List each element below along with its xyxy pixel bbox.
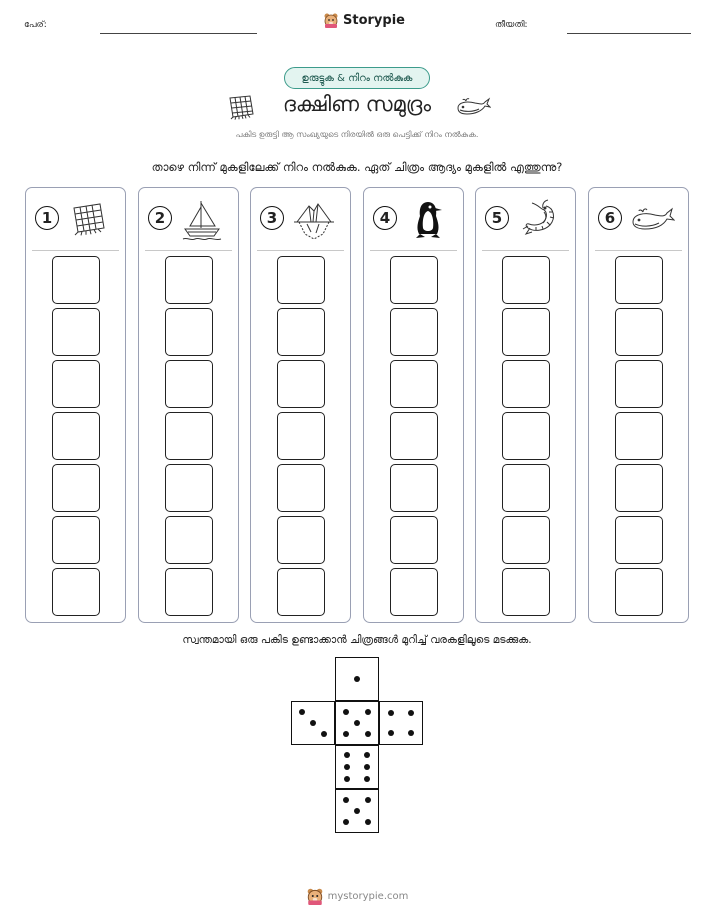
color-box[interactable] xyxy=(52,464,100,512)
color-box[interactable] xyxy=(615,568,663,616)
dice-pip xyxy=(321,731,327,737)
dice-pip xyxy=(344,764,350,770)
color-box[interactable] xyxy=(502,308,550,356)
dice-pip xyxy=(388,730,394,736)
color-box[interactable] xyxy=(502,360,550,408)
dice-face-4 xyxy=(379,701,423,745)
dice-pip xyxy=(365,819,371,825)
iceberg-icon xyxy=(291,198,337,242)
dice-pip xyxy=(364,764,370,770)
dice-pip xyxy=(343,731,349,737)
color-box[interactable] xyxy=(165,464,213,512)
color-box[interactable] xyxy=(277,568,325,616)
column-number: 3 xyxy=(260,206,284,230)
dice-pip xyxy=(408,730,414,736)
page-title: ദക്ഷിണ സമുദ്രം xyxy=(282,92,432,116)
color-box[interactable] xyxy=(390,464,438,512)
dice-pip xyxy=(343,709,349,715)
color-box[interactable] xyxy=(615,464,663,512)
color-box[interactable] xyxy=(165,412,213,460)
column-header xyxy=(589,198,688,242)
dice-pip xyxy=(365,797,371,803)
color-box[interactable] xyxy=(52,360,100,408)
column-number: 2 xyxy=(148,206,172,230)
dice-pip xyxy=(354,720,360,726)
sailboat-icon xyxy=(179,198,225,242)
color-box[interactable] xyxy=(502,464,550,512)
color-box[interactable] xyxy=(390,360,438,408)
column-6 xyxy=(588,187,689,623)
storypie-mascot-icon xyxy=(306,887,324,905)
color-box[interactable] xyxy=(502,516,550,564)
dice-pip xyxy=(365,731,371,737)
color-box[interactable] xyxy=(390,308,438,356)
color-box[interactable] xyxy=(165,308,213,356)
column-header xyxy=(26,198,125,242)
color-box[interactable] xyxy=(277,516,325,564)
column-header xyxy=(139,198,238,242)
color-box[interactable] xyxy=(165,516,213,564)
column-divider xyxy=(370,250,457,251)
dice-pip xyxy=(343,797,349,803)
dice-pip xyxy=(310,720,316,726)
color-box[interactable] xyxy=(615,516,663,564)
penguin-icon xyxy=(404,198,450,242)
storypie-mascot-icon xyxy=(323,12,339,28)
blanket-icon xyxy=(66,198,112,242)
color-box[interactable] xyxy=(52,412,100,460)
activity-badge: ഉരുട്ടുക & നിറം നൽകുക xyxy=(284,67,430,89)
column-divider xyxy=(145,250,232,251)
column-number: 5 xyxy=(485,206,509,230)
column-number: 6 xyxy=(598,206,622,230)
footer-url: mystorypie.com xyxy=(327,890,409,902)
brand-name: Storypie xyxy=(343,12,405,28)
column-5 xyxy=(475,187,576,623)
date-line xyxy=(567,33,691,34)
column-1 xyxy=(25,187,126,623)
column-divider xyxy=(257,250,344,251)
name-label: പേര്: xyxy=(24,20,47,30)
dice-pip xyxy=(365,709,371,715)
whale-icon xyxy=(629,198,675,242)
dice-pip xyxy=(354,808,360,814)
column-divider xyxy=(32,250,119,251)
column-divider xyxy=(595,250,682,251)
footer xyxy=(0,887,714,905)
color-box[interactable] xyxy=(52,568,100,616)
color-box[interactable] xyxy=(615,256,663,304)
color-box[interactable] xyxy=(615,308,663,356)
shrimp-icon xyxy=(516,198,562,242)
brand-logo xyxy=(323,12,405,28)
dice-pip xyxy=(299,709,305,715)
column-4 xyxy=(363,187,464,623)
color-box[interactable] xyxy=(390,256,438,304)
dice-pip xyxy=(343,819,349,825)
dice-instruction: സ്വന്തമായി ഒരു പകിട ഉണ്ടാക്കാൻ ചിത്രങ്ങൾ മുറിച്ച് വരകളിലൂടെ മടക്കുക. xyxy=(182,634,532,646)
name-line xyxy=(100,33,257,34)
column-header xyxy=(251,198,350,242)
color-box[interactable] xyxy=(52,256,100,304)
dice-pip xyxy=(408,710,414,716)
color-box[interactable] xyxy=(277,308,325,356)
dice-face-5 xyxy=(335,789,379,833)
color-box[interactable] xyxy=(390,412,438,460)
column-number: 1 xyxy=(35,206,59,230)
dice-pip xyxy=(354,676,360,682)
dice-face-1 xyxy=(335,657,379,701)
whale-icon xyxy=(455,96,491,122)
page-subtitle: പകിട ഉരുട്ടി ആ സംഖ്യയുടെ നിരയിൽ ഒരു പെട്ടിക്ക് നിറം നൽകുക. xyxy=(235,130,479,139)
column-divider xyxy=(482,250,569,251)
column-number: 4 xyxy=(373,206,397,230)
dice-pip xyxy=(364,752,370,758)
date-label: തീയതി: xyxy=(495,20,528,30)
color-box[interactable] xyxy=(502,256,550,304)
color-box[interactable] xyxy=(390,516,438,564)
color-box[interactable] xyxy=(502,568,550,616)
dice-pip xyxy=(388,710,394,716)
color-box[interactable] xyxy=(502,412,550,460)
color-box[interactable] xyxy=(615,412,663,460)
color-box[interactable] xyxy=(52,308,100,356)
color-box[interactable] xyxy=(615,360,663,408)
color-box[interactable] xyxy=(277,412,325,460)
color-box[interactable] xyxy=(52,516,100,564)
column-2 xyxy=(138,187,239,623)
dice-pip xyxy=(344,752,350,758)
column-header xyxy=(364,198,463,242)
dice-pip xyxy=(364,776,370,782)
color-box[interactable] xyxy=(165,568,213,616)
color-box[interactable] xyxy=(390,568,438,616)
column-header xyxy=(476,198,575,242)
dice-face-6 xyxy=(335,745,379,789)
color-box[interactable] xyxy=(277,360,325,408)
color-box[interactable] xyxy=(277,256,325,304)
color-box[interactable] xyxy=(165,360,213,408)
column-3 xyxy=(250,187,351,623)
question-text: താഴെ നിന്ന് മുകളിലേക്ക് നിറം നൽകുക. ഏത് ചിത്രം ആദ്യം മുകളിൽ എത്തുന്നു? xyxy=(151,160,563,174)
dice-face-5 xyxy=(335,701,379,745)
dice-pip xyxy=(344,776,350,782)
dice-face-3 xyxy=(291,701,335,745)
color-box[interactable] xyxy=(165,256,213,304)
color-box[interactable] xyxy=(277,464,325,512)
